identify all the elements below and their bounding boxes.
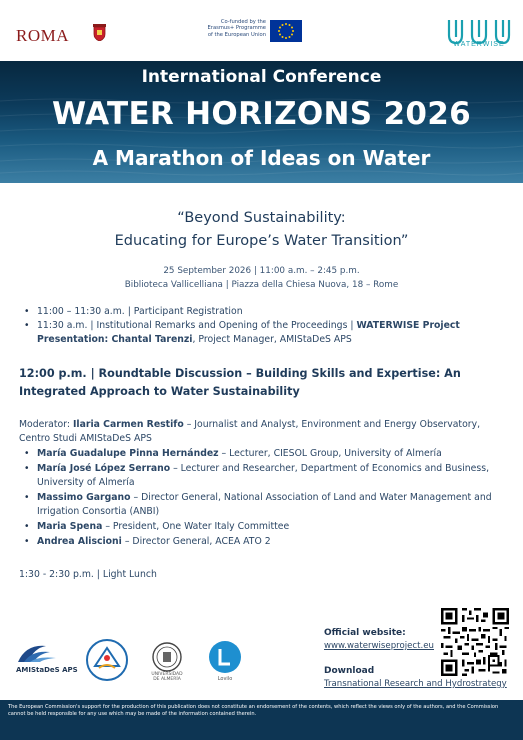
disclaimer-text: The European Commission's support for the production of this publication does not constitute an endorsement of the contents, which reflect the views only of the authors, and the Commission cannot be held responsible for any use which may be made of the information contained therein.	[8, 704, 499, 717]
agenda-list	[24, 305, 516, 347]
speaker-name: Maria Spena	[37, 521, 103, 532]
event-venue: Biblioteca Vallicelliana | Piazza della Chiesa Nuova, 18 – Rome	[124, 280, 399, 290]
list-item	[24, 462, 516, 490]
event-details	[0, 264, 523, 292]
waterwise-logo-text: WATERWISE	[453, 41, 505, 48]
universidad-label-line-1: UNIVERSIDAD	[151, 672, 183, 677]
speakers-list	[24, 447, 516, 550]
roundtable-title: 12:00 p.m. | Roundtable Discussion – Building Skills and Expertise: An Integrated Approach to Water Sustainability	[19, 367, 461, 398]
speaker-role: – President, One Water Italy Committee	[102, 521, 290, 532]
list-item	[24, 520, 516, 534]
moderator-line	[19, 418, 514, 446]
website-link[interactable]: www.waterwiseproject.eu	[324, 641, 434, 651]
roma-logo-text: ROMA	[16, 26, 70, 45]
speaker-role: – Director General, ACEA ATO 2	[121, 536, 271, 547]
list-item	[24, 491, 516, 519]
school-logo-icon	[85, 638, 129, 682]
agenda-item	[24, 319, 516, 347]
lovilo-logo-icon	[208, 640, 242, 674]
agenda-item	[24, 305, 516, 319]
amistades-label: AMIStaDeS APS	[16, 666, 78, 674]
quote-line-2: Educating for Europe’s Water Transition”	[114, 233, 409, 249]
cofund-line-3: of the European Union	[207, 31, 266, 38]
speaker-role: – Lecturer and Researcher, Department of Economics and Business, University of Almería	[37, 463, 490, 488]
speaker-role: – Director General, National Association of Land and Water Management and Irrigation Consortia (ANBI)	[37, 492, 492, 517]
roma-shield-icon	[93, 24, 106, 41]
website-label: Official website:	[324, 628, 406, 638]
speaker-name: Andrea Aliscioni	[37, 536, 122, 547]
cofund-line-1: Co-funded by the	[220, 19, 266, 25]
quote-line-1: “Beyond Sustainability:	[177, 210, 346, 226]
download-label: Download	[324, 666, 375, 676]
banner-tagline: A Marathon of Ideas on Water	[92, 146, 431, 170]
agenda-item-1-text: 11:00 – 11:30 a.m. | Participant Registration	[37, 306, 243, 317]
universidad-label	[147, 672, 187, 682]
moderator-label: Moderator:	[19, 419, 73, 430]
speaker-name: María Guadalupe Pinna Hernández	[37, 448, 219, 459]
eu-flag-icon	[270, 20, 302, 42]
qr-code-icon[interactable]	[441, 608, 509, 676]
agenda-item-2-prefix: 11:30 a.m. | Institutional Remarks and Opening of the Proceedings |	[37, 320, 357, 331]
amistades-logo-icon	[16, 640, 62, 666]
download-link[interactable]: Transnational Research and Hydrostrategy	[324, 679, 507, 689]
banner-title: WATER HORIZONS 2026	[52, 96, 471, 132]
universidad-logo-icon	[150, 641, 184, 673]
speaker-role: – Lecturer, CIESOL Group, University of Almería	[218, 448, 442, 459]
banner-subtitle: International Conference	[141, 67, 382, 87]
lunch-line: 1:30 - 2:30 p.m. | Light Lunch	[19, 569, 157, 580]
speaker-name: Massimo Gargano	[37, 492, 131, 503]
speaker-name: María José López Serrano	[37, 463, 171, 474]
lovilo-label: Lovilo	[217, 676, 233, 682]
conference-theme-quote	[0, 207, 523, 253]
cofund-text	[192, 19, 266, 38]
list-item	[24, 535, 516, 549]
list-item	[24, 447, 516, 461]
moderator-role: – Journalist and Analyst, Environment and Energy Observatory, Centro Studi AMIStaDeS APS	[19, 419, 481, 444]
event-date-time: 25 September 2026 | 11:00 a.m. – 2:45 p.m.	[163, 266, 360, 276]
agenda-item-2-suffix: , Project Manager, AMIStaDeS APS	[192, 334, 352, 345]
universidad-label-line-2: DE ALMERÍA	[153, 677, 181, 682]
agenda-item-2-bold: WATERWISE Project Presentation: Chantal Tarenzi	[37, 320, 460, 345]
cofund-line-2: Erasmus+ Programme	[207, 25, 266, 32]
moderator-name: Ilaria Carmen Restifo	[72, 419, 184, 430]
